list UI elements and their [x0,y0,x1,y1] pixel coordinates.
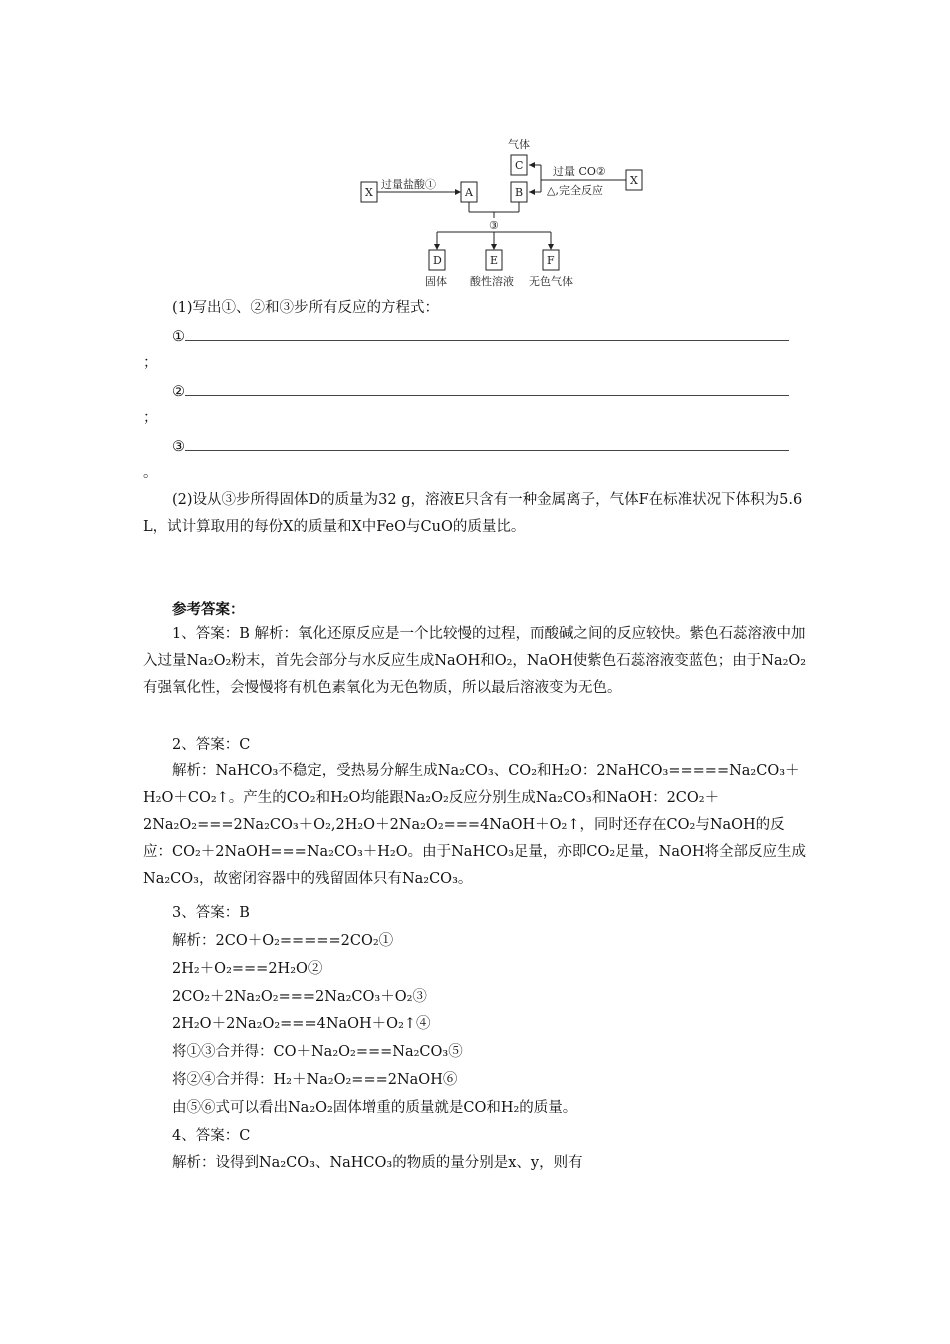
answer-3-line-2: 2H₂＋O₂===2H₂O② [172,961,323,977]
blank3-marker: ③ [172,439,185,455]
blank1-end: ； [143,355,158,371]
answer-2-head: 2、答案：C [172,737,251,753]
label-reagent1: 过量盐酸① [381,178,436,191]
blank2-marker: ② [172,384,185,400]
reaction-flow-diagram [355,132,655,292]
node-x-left: X [365,186,373,199]
label-condition2: △,完全反应 [547,184,603,197]
label-colorless-gas: 无色气体 [529,275,573,288]
answer-3-line-4: 2H₂O＋2Na₂O₂===4NaOH＋O₂↑④ [172,1016,431,1032]
part2-question: (2)设从③步所得固体D的质量为32 g，溶液E只含有一种金属离子，气体F在标准状况下体积为5.6 L，试计算取用的每份X的质量和X中FeO与CuO的质量比。 [143,492,803,535]
answer-3-line-5: 将①③合并得：CO＋Na₂O₂===Na₂CO₃⑤ [172,1044,463,1060]
answer-3-head: 3、答案：B [172,905,250,921]
answer-3-line-3: 2CO₂＋2Na₂O₂===2Na₂CO₃＋O₂③ [172,989,427,1005]
label-reagent2: 过量 CO② [553,165,606,178]
node-e: E [490,254,499,267]
answer-3-line-7: 由⑤⑥式可以看出Na₂O₂固体增重的质量就是CO和H₂的质量。 [172,1100,578,1116]
node-f: F [547,254,555,267]
answer-2-body: 解析：NaHCO₃不稳定，受热易分解生成Na₂CO₃、CO₂和H₂O：2NaHCO₃=====Na₂CO₃＋H₂O＋CO₂↑。产生的CO₂和H₂O均能跟Na₂O₂反应分别生成Na₂CO₃和NaOH：2CO₂＋2Na₂O₂===2Na₂CO₃＋O₂,2H₂O＋2Na₂O₂===4NaOH＋O₂↑，同时还存在CO₂与NaOH的反应：CO₂＋2NaOH===Na₂CO₃＋H₂O。由于NaHCO₃足量，亦即CO₂足量，NaOH将全部反应生成Na₂CO₃，故密闭容器中的残留固体只有Na₂CO₃。 [143,763,807,887]
label-solid: 固体 [425,275,447,288]
blank2-line[interactable] [185,381,789,396]
answers-heading: 参考答案： [172,601,245,618]
blank2-end: ； [143,410,158,426]
answer-blank-3 [172,436,789,457]
label-acid-solution: 酸性溶液 [470,275,514,288]
blank3-line[interactable] [185,436,789,451]
node-b: B [515,186,524,199]
blank1-line[interactable] [185,326,789,341]
answer-3-line-6: 将②④合并得：H₂＋Na₂O₂===2NaOH⑥ [172,1072,458,1088]
label-gas-top: 气体 [508,138,530,151]
node-x-right: X [630,174,638,187]
answer-4-line-1: 解析：设得到Na₂CO₃、NaHCO₃的物质的量分别是x、y，则有 [172,1155,583,1171]
node-c: C [515,159,524,172]
answer-3-line-1: 解析：2CO＋O₂=====2CO₂① [172,933,394,949]
node-a: A [465,186,473,199]
answer-1: 1、答案：B 解析：氧化还原反应是一个比较慢的过程，而酸碱之间的反应较快。紫色石蕊溶液中加入过量Na₂O₂粉末，首先会部分与水反应生成NaOH和O₂，NaOH使紫色石蕊溶液变蓝色；由于Na₂O₂有强氧化性，会慢慢将有机色素氧化为无色物质，所以最后溶液变为无色。 [143,626,807,696]
answer-blank-1 [172,326,789,347]
part1-prompt: (1)写出①、②和③步所有反应的方程式： [172,300,440,316]
answer-blank-2 [172,381,789,402]
node-d: D [433,254,442,267]
blank1-marker: ① [172,329,185,345]
blank3-end: 。 [143,465,158,481]
flow-diagram-svg [355,132,655,292]
answer-4-head: 4、答案：C [172,1128,251,1144]
label-step3: ③ [489,219,499,232]
